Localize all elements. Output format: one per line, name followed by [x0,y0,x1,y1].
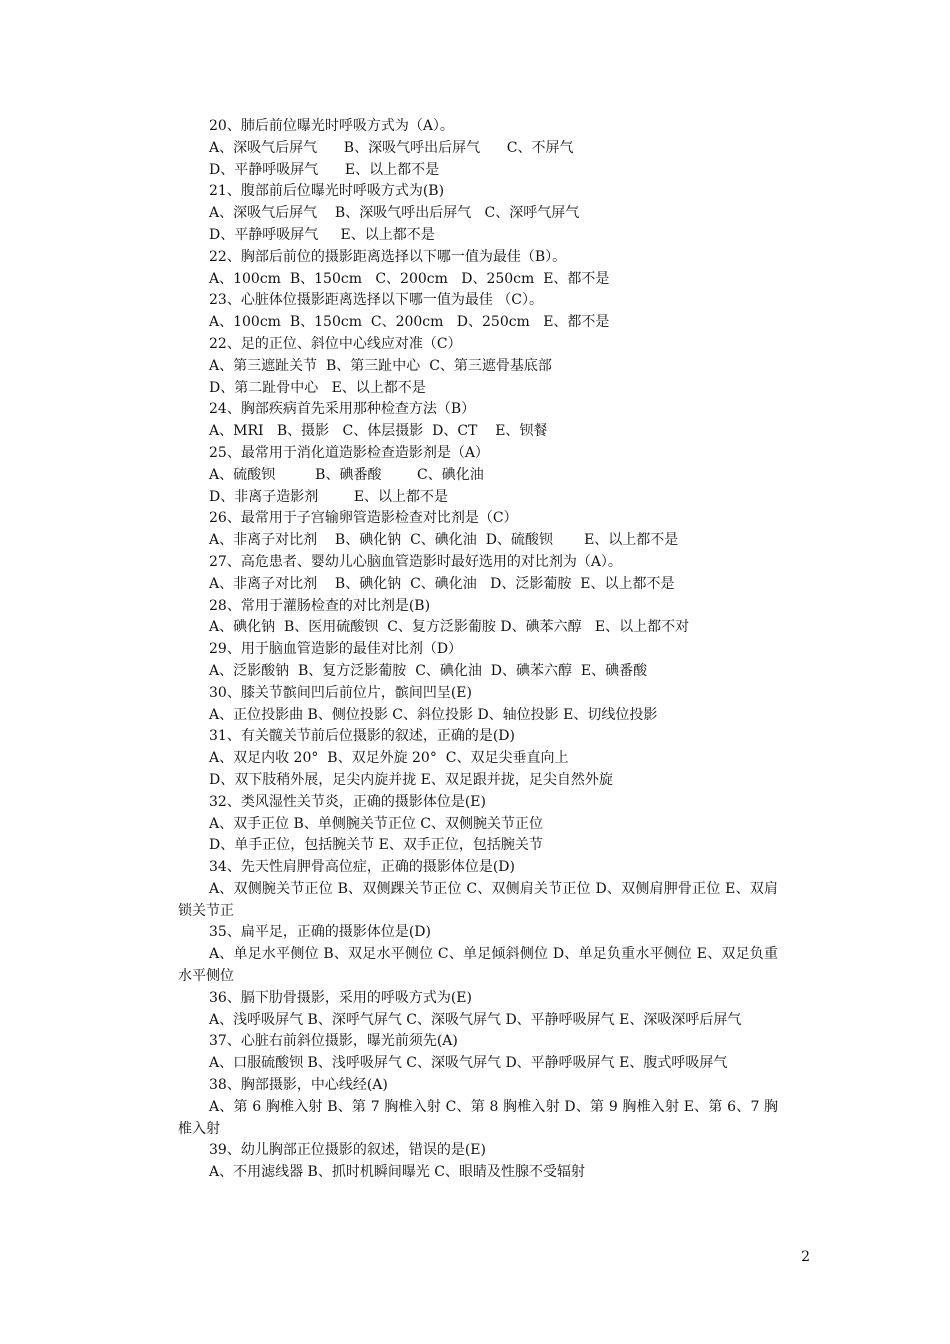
text-line: A、碘化钠 B、医用硫酸钡 C、复方泛影葡胺 D、碘苯六醇 E、以上都不对 [209,619,690,636]
text-paragraph: A、口服硫酸钡 B、浅呼吸屏气 C、深吸气屏气 D、平静呼吸屏气 E、腹式呼吸屏气 [209,1055,728,1072]
text-line: 28、常用于灌肠检查的对比剂是(B) [209,597,431,614]
text-line: 32、类风湿性关节炎，正确的摄影体位是(E) [209,793,486,810]
text-line: A、100cm B、150cm C、200cm D、250cm E、都不是 [209,270,610,287]
text-line: A、泛影酸钠 B、复方泛影葡胺 C、碘化油 D、碘苯六醇 E、碘番酸 [209,662,648,679]
text-line: 37、心脏右前斜位摄影，曝光前须先(A) [209,1033,458,1050]
text-line: A、深吸气后屏气 B、深吸气呼出后屏气 C、深呼气屏气 [209,205,580,222]
text-line: A、第三遮趾关节 B、第三趾中心 C、第三遮骨基底部 [209,357,552,374]
text-paragraph: A、第 6 胸椎入射 B、第 7 胸椎入射 C、第 8 胸椎入射 D、第 9 胸椎入射 E、第 6、7 胸椎入射 [178,1098,778,1137]
text-line: 29、用于脑血管造影的最佳对比剂（D） [209,641,463,658]
text-line: 25、最常用于消化道造影检查造影剂是（A） [209,444,489,461]
text-line: 26、最常用于子宫输卵管造影检查对比剂是（C） [209,510,518,527]
text-line: A、双手正位 B、单侧腕关节正位 C、双侧腕关节正位 [209,815,544,832]
text-line: D、单手正位，包括腕关节 E、双手正位，包括腕关节 [209,837,543,854]
text-line: 24、胸部疾病首先采用那种检查方法（B） [209,401,476,418]
text-line: 34、先天性肩胛骨高位症，正确的摄影体位是(D) [209,859,515,876]
text-line: 23、心脏体位摄影距离选择以下哪一值为最佳 （C）。 [209,292,543,309]
text-line: 21、腹部前后位曝光时呼吸方式为(B) [209,183,445,200]
text-paragraph: A、浅呼吸屏气 B、深呼气屏气 C、深吸气屏气 D、平静呼吸屏气 E、深吸深呼后屏气 [209,1011,742,1028]
text-line: D、平静呼吸屏气 E、以上都不是 [209,226,435,243]
text-line: D、平静呼吸屏气 E、以上都不是 [209,161,440,178]
text-line: 38、胸部摄影，中心线经(A) [209,1077,388,1094]
text-line: 22、胸部后前位的摄影距离选择以下哪一值为最佳（B）。 [209,248,567,265]
text-line: 22、足的正位、斜位中心线应对准（C） [209,335,462,352]
text-line: A、深吸气后屏气 B、深吸气呼出后屏气 C、不屏气 [209,139,574,156]
text-paragraph: A、单足水平侧位 B、双足水平侧位 C、单足倾斜侧位 D、单足负重水平侧位 E、双足负重水平侧位 [178,946,778,985]
text-line: D、非离子造影剂 E、以上都不是 [209,488,449,505]
text-line: A、非离子对比剂 B、碘化钠 C、碘化油 D、硫酸钡 E、以上都不是 [209,532,679,549]
text-line: D、第二趾骨中心 E、以上都不是 [209,379,426,396]
page-number: 2 [801,1249,810,1265]
text-line: 36、膈下肋骨摄影，采用的呼吸方式为(E) [209,989,472,1006]
text-line: D、双下肢稍外展，足尖内旋并拢 E、双足跟并拢，足尖自然外旋 [209,771,613,788]
text-line: A、正位投影曲 B、侧位投影 C、斜位投影 D、轴位投影 E、切线位投影 [209,706,658,723]
text-line: A、MRI B、摄影 C、体层摄影 D、CT E、钡餐 [209,423,548,440]
text-line: 35、扁平足，正确的摄影体位是(D) [209,924,431,941]
text-line: A、不用滤线器 B、抓时机瞬间曝光 C、眼睛及性腺不受辐射 [209,1164,586,1181]
text-line: 27、高危患者、婴幼儿心脑血管造影时最好选用的对比剂为（A）。 [209,553,622,570]
text-paragraph: A、双侧腕关节正位 B、双侧踝关节正位 C、双侧肩关节正位 D、双侧肩胛骨正位 E、双肩锁关节正 [178,880,778,919]
question-list [178,116,778,1184]
text-line: 20、肺后前位曝光时呼吸方式为（A）。 [209,118,454,134]
text-line: 30、膝关节髌间凹后前位片，髌间凹呈(E) [209,684,472,701]
text-line: A、双足内收 20° B、双足外旋 20° C、双足尖垂直向上 [209,750,569,767]
text-line: 31、有关髋关节前后位摄影的叙述，正确的是(D) [209,728,515,745]
text-line: A、硫酸钡 B、碘番酸 C、碘化油 [209,466,484,483]
text-line: 39、幼儿胸部正位摄影的叙述，错误的是(E) [209,1142,486,1159]
text-line: A、100cm B、150cm C、200cm D、250cm E、都不是 [209,314,610,331]
text-line: A、非离子对比剂 B、碘化钠 C、碘化油 D、泛影葡胺 E、以上都不是 [209,575,675,592]
